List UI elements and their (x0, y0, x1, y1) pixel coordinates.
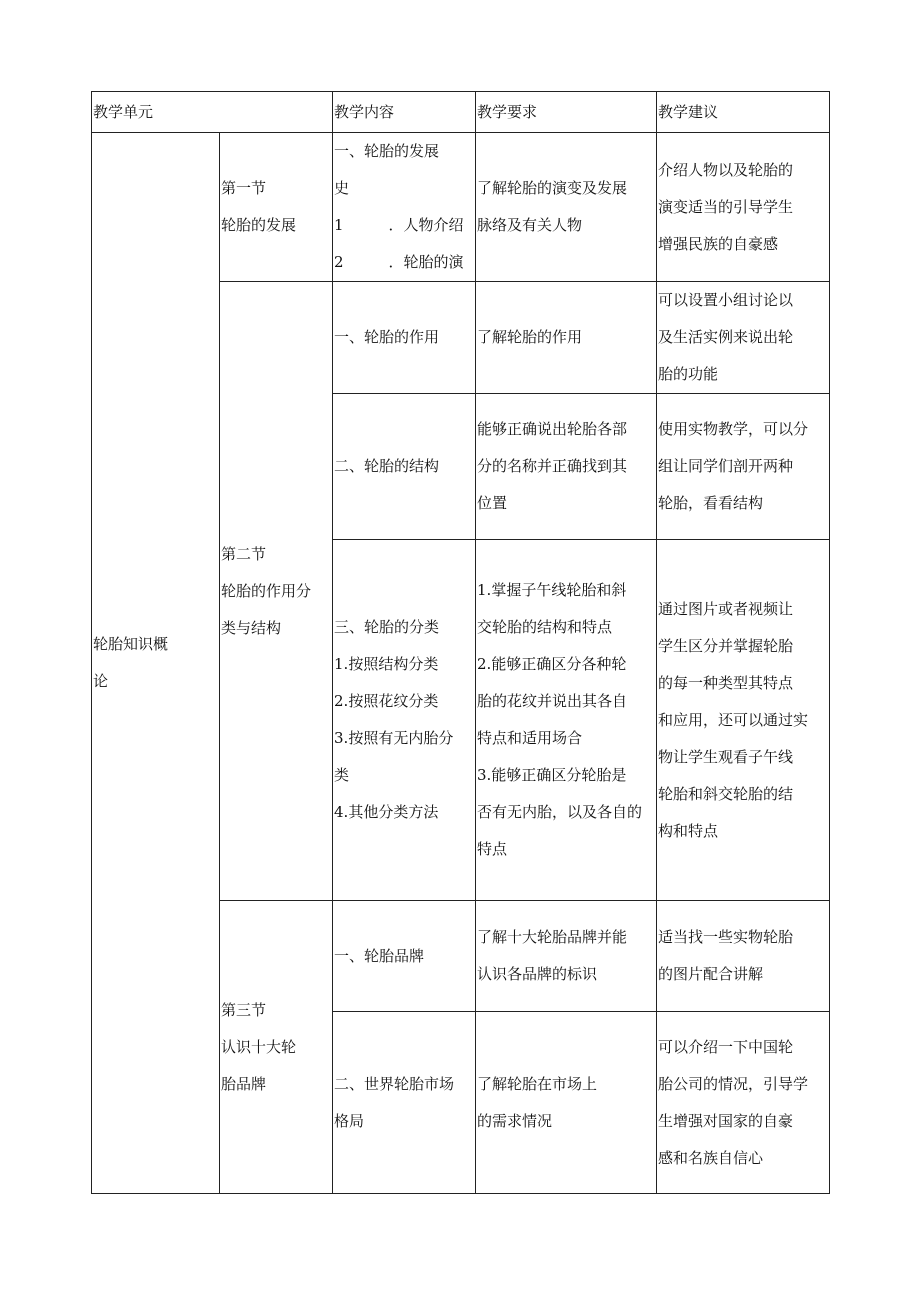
suggestion-cell: 可以介绍一下中国轮 胎公司的情况，引导学 生增强对国家的自豪 感和名族自信心 (657, 1012, 830, 1194)
suggestion-cell: 使用实物教学，可以分 组让同学们剖开两种 轮胎，看看结构 (657, 394, 830, 540)
suggestion-cell: 适当找一些实物轮胎 的图片配合讲解 (657, 901, 830, 1012)
requirement-cell: 了解轮胎的演变及发展 脉络及有关人物 (476, 133, 657, 282)
header-row (92, 92, 830, 133)
suggestion-cell: 可以设置小组讨论以 及生活实例来说出轮 胎的功能 (657, 282, 830, 394)
requirement-cell: 了解轮胎在市场上 的需求情况 (476, 1012, 657, 1194)
requirement-cell: 了解十大轮胎品牌并能 认识各品牌的标识 (476, 901, 657, 1012)
section-title: 第一节 轮胎的发展 (220, 133, 333, 282)
content-cell: 三、轮胎的分类 1.按照结构分类 2.按照花纹分类 3.按照有无内胎分 类 4.其他分类方法 (333, 540, 476, 901)
unit-name-cell: 轮胎知识概 论 (92, 133, 220, 1194)
content-cell: 一、轮胎的发展 史 1 ．人物介绍 2 ．轮胎的演 (333, 133, 476, 282)
suggestion-cell: 介绍人物以及轮胎的 演变适当的引导学生 增强民族的自豪感 (657, 133, 830, 282)
content-cell: 二、轮胎的结构 (333, 394, 476, 540)
header-requirement: 教学要求 (476, 92, 657, 133)
section-title: 第二节 轮胎的作用分 类与结构 (220, 282, 333, 901)
requirement-cell: 1.掌握子午线轮胎和斜 交轮胎的结构和特点 2.能够正确区分各种轮 胎的花纹并说出其各自 特点和适用场合 3.能够正确区分轮胎是 否有无内胎，以及各自的 特点 (476, 540, 657, 901)
content-cell: 二、世界轮胎市场 格局 (333, 1012, 476, 1194)
content-cell: 一、轮胎品牌 (333, 901, 476, 1012)
requirement-cell: 能够正确说出轮胎各部 分的名称并正确找到其 位置 (476, 394, 657, 540)
requirement-cell: 了解轮胎的作用 (476, 282, 657, 394)
header-content: 教学内容 (333, 92, 476, 133)
table-row (92, 133, 830, 282)
suggestion-cell: 通过图片或者视频让 学生区分并掌握轮胎 的每一种类型其特点 和应用，还可以通过实 物让学生观看子午线 轮胎和斜交轮胎的结 构和特点 (657, 540, 830, 901)
section-title: 第三节 认识十大轮 胎品牌 (220, 901, 333, 1194)
header-suggestion: 教学建议 (657, 92, 830, 133)
header-unit: 教学单元 (92, 92, 333, 133)
teaching-plan-table (91, 91, 830, 1194)
content-cell: 一、轮胎的作用 (333, 282, 476, 394)
